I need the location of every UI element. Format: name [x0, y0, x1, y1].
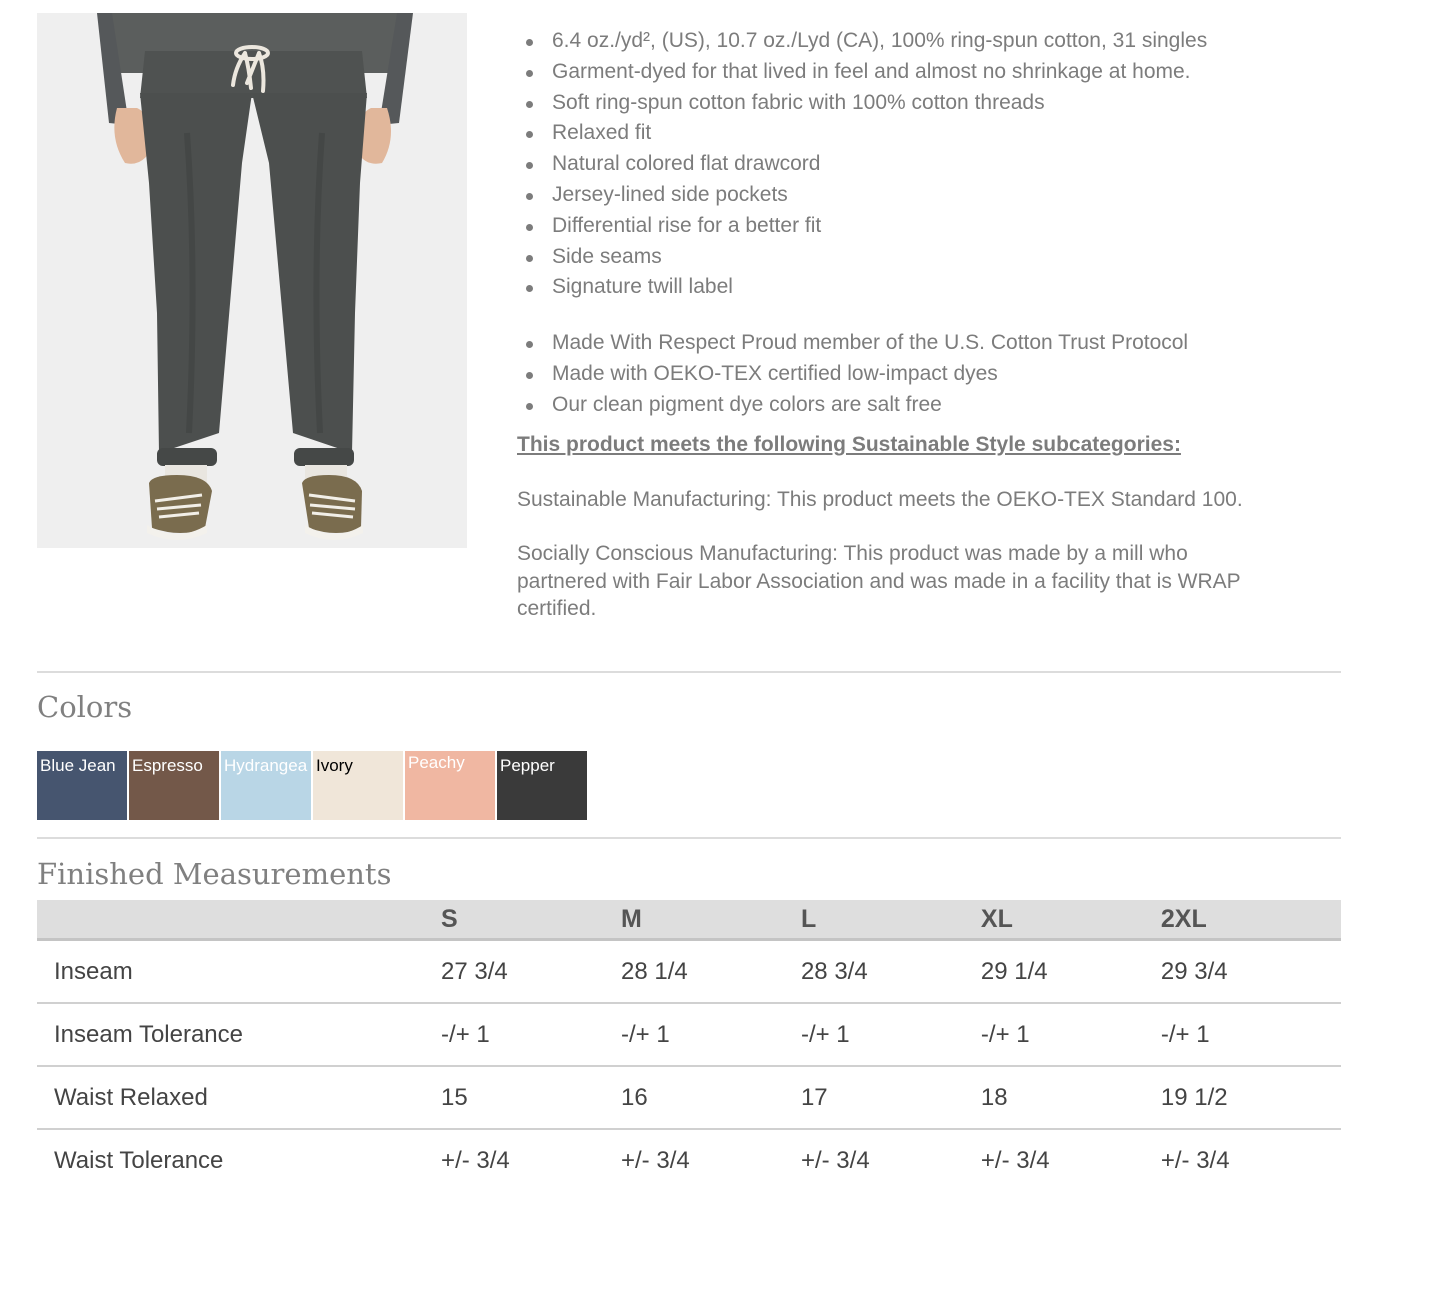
table-row [37, 940, 1341, 1004]
table-header-row [37, 900, 1341, 940]
table-cell: 15 [441, 1066, 621, 1129]
color-swatches [37, 751, 589, 820]
color-swatch-ivory[interactable] [313, 751, 403, 820]
swatch-label: Hydrangea [224, 756, 308, 775]
table-cell: 18 [981, 1066, 1161, 1129]
table-cell: +/- 3/4 [800, 1146, 870, 1174]
sustainability-feature-list [517, 328, 1277, 420]
feature-item: Differential rise for a better fit [552, 211, 1277, 242]
feature-item: Jersey-lined side pockets [552, 180, 1277, 211]
swatch-label: Ivory [316, 756, 353, 775]
table-cell: -/+ 1 [441, 1003, 621, 1066]
table-cell: 27 3/4 [441, 940, 621, 1004]
table-row [37, 1129, 1341, 1191]
divider [37, 837, 1341, 839]
color-swatch-hydrangea[interactable] [221, 751, 311, 820]
table-cell: 16 [621, 1066, 801, 1129]
table-cell: -/+ 1 [981, 1003, 1161, 1066]
feature-item: Made with OEKO-TEX certified low-impact dyes [552, 359, 1277, 390]
table-row [37, 1003, 1341, 1066]
feature-item: Garment-dyed for that lived in feel and almost no shrinkage at home. [552, 57, 1277, 88]
table-cell: 19 1/2 [1161, 1066, 1341, 1129]
header-empty-cell [37, 900, 441, 940]
table-cell: 29 3/4 [1161, 940, 1341, 1004]
sustainable-style-heading: This product meets the following Sustainable Style subcategories: [517, 432, 1181, 456]
table-cell: -/+ 1 [1161, 1003, 1341, 1066]
measurements-table [37, 900, 1341, 1191]
product-photo [37, 13, 467, 548]
feature-item: Made With Respect Proud member of the U.S. Cotton Trust Protocol [552, 328, 1277, 359]
feature-item: Natural colored flat drawcord [552, 149, 1277, 180]
size-header: 2XL [1161, 900, 1341, 940]
swatch-label: Blue Jean [40, 756, 116, 775]
swatch-label: Peachy [408, 753, 465, 772]
feature-list [517, 26, 1277, 303]
table-cell: -/+ 1 [621, 1003, 801, 1066]
table-cell: 28 3/4 [801, 940, 981, 1004]
table-cell: +/- 3/4 [621, 1146, 690, 1174]
size-header: XL [981, 900, 1161, 940]
color-swatch-pepper[interactable] [497, 751, 587, 820]
color-swatch-espresso[interactable] [129, 751, 219, 820]
table-row [37, 1066, 1341, 1129]
size-header: L [801, 900, 981, 940]
table-cell: -/+ 1 [801, 1003, 981, 1066]
product-details [517, 26, 1277, 623]
sustainable-manufacturing-text: Sustainable Manufacturing: This product meets the OEKO-TEX Standard 100. [517, 487, 1243, 511]
sweatpants-illustration [37, 13, 467, 548]
color-swatch-peachy[interactable] [405, 751, 495, 820]
feature-item: 6.4 oz./yd², (US), 10.7 oz./Lyd (CA), 100% ring-spun cotton, 31 singles [552, 26, 1277, 57]
size-header: S [441, 900, 621, 940]
feature-item: Side seams [552, 242, 1277, 273]
table-cell: 29 1/4 [981, 940, 1161, 1004]
color-swatch-blue-jean[interactable] [37, 751, 127, 820]
row-label: Inseam [37, 940, 441, 1004]
row-label: Waist Relaxed [37, 1066, 441, 1129]
divider [37, 671, 1341, 673]
table-cell: +/- 3/4 [441, 1146, 510, 1174]
row-label: Inseam Tolerance [37, 1003, 441, 1066]
colors-heading: Colors [37, 690, 133, 724]
table-cell: 28 1/4 [621, 940, 801, 1004]
swatch-label: Espresso [132, 756, 203, 775]
table-cell: +/- 3/4 [1160, 1146, 1230, 1174]
table-cell: 17 [801, 1066, 981, 1129]
table-cell: +/- 3/4 [980, 1146, 1050, 1174]
swatch-label: Pepper [500, 756, 555, 775]
feature-item: Relaxed fit [552, 118, 1277, 149]
measurements-heading: Finished Measurements [37, 857, 392, 891]
feature-item: Soft ring-spun cotton fabric with 100% cotton threads [552, 88, 1277, 119]
feature-item: Signature twill label [552, 272, 1277, 303]
row-label: Waist Tolerance [54, 1146, 224, 1174]
feature-item: Our clean pigment dye colors are salt free [552, 390, 1277, 421]
size-header: M [621, 900, 801, 940]
socially-conscious-text: Socially Conscious Manufacturing: This product was made by a mill who partnered with Fair Labor Association and was made in a facility that is WRAP certified. [517, 542, 1241, 621]
